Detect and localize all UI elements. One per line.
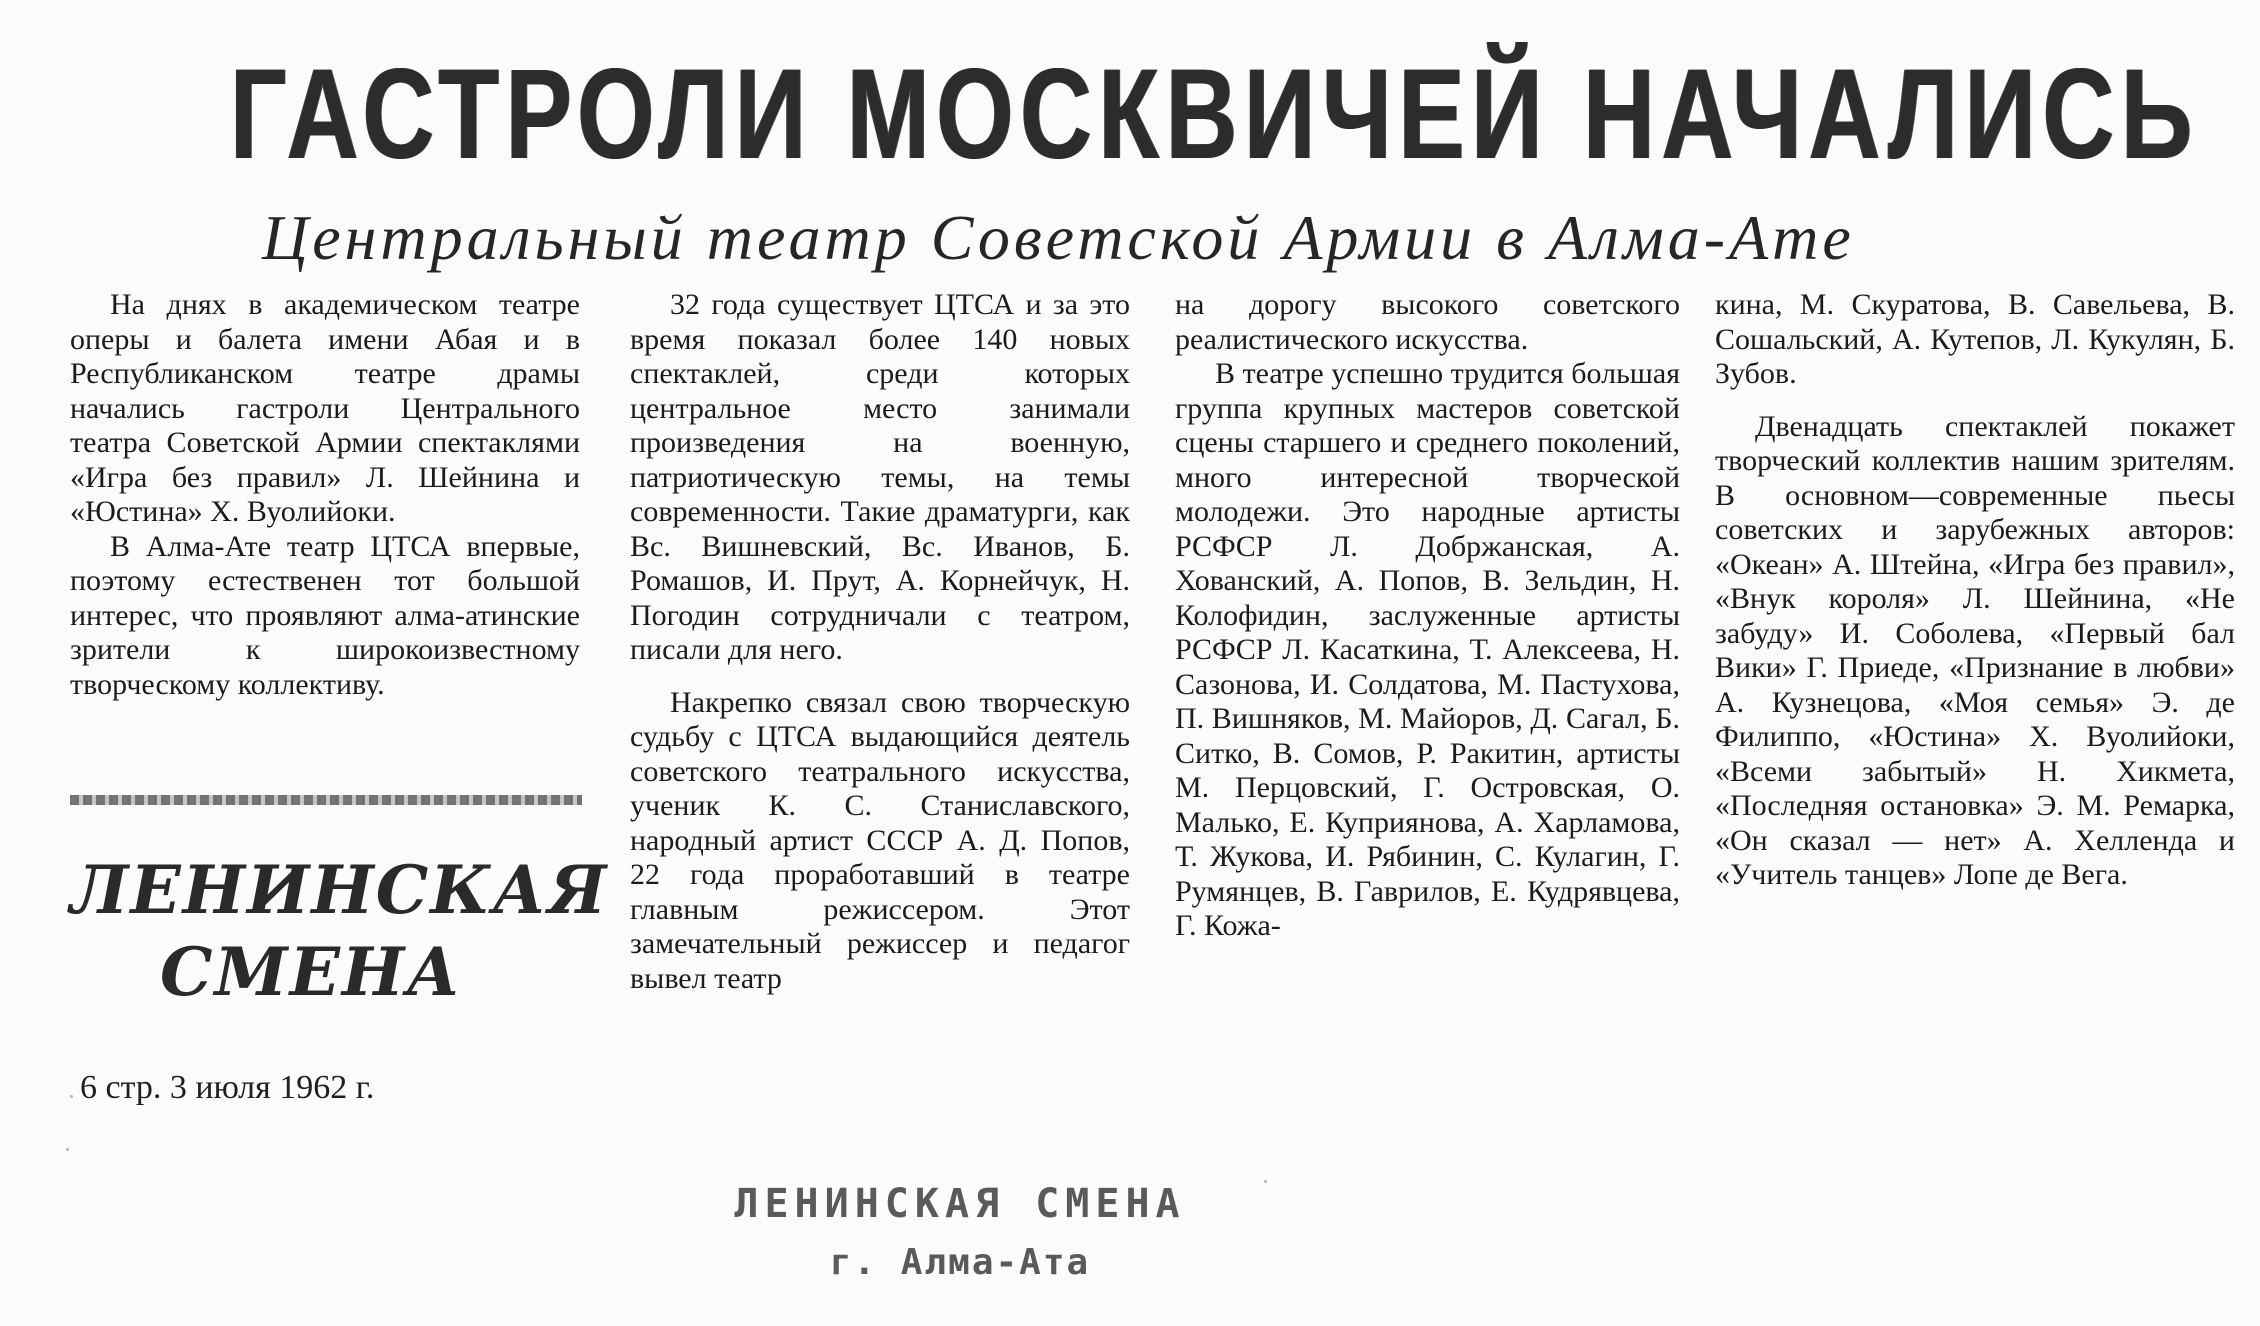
print-speck — [1264, 1180, 1267, 1183]
article-column-2 — [630, 288, 1130, 996]
column-4-paragraph-1: кина, М. Скуратова, В. Савельева, В. Сошальский, А. Кутепов, Л. Кукулян, Б. Зубов. — [1715, 288, 2235, 390]
dateline: 6 стр. 3 июля 1962 г. — [80, 1069, 375, 1106]
column-3-paragraph-1: на дорогу высокого советского реалистического искусства. — [1175, 288, 1680, 356]
ornamental-divider — [70, 795, 582, 805]
column-1-paragraph-2: В Алма-Ате театр ЦТСА впервые, поэтому естественен тот большой интерес, что проявляют алма-атинские зрители к широкоизвестному творческому коллективу. — [70, 529, 580, 701]
column-4-paragraph-2: Двенадцать спектаклей покажет творческий коллектив нашим зрителям. В основном—современные пьесы советских и зарубежных авторов: «Океан» А. Штейна, «Игра без правил», «Внук короля» Л. Шейнина, «Не забуду» И. Соболева, «Первый бал Вики» Г. Приеде, «Признание в любви» А. Кузнецова, «Моя семья» Э. де Филиппо, «Юстина» Х. Вуолийоки, «Всеми забытый» Н. Хикмета, «Последняя остановка» Э. М. Ремарка, «Он сказал — нет» А. Хелленда и «Учитель танцев» Лопе де Вега. — [1715, 409, 2235, 891]
masthead-line-1: ЛЕНИНСКАЯ — [70, 851, 609, 929]
print-speck — [70, 1095, 73, 1098]
stamp-line-2: г. Алма-Ата — [829, 1242, 1091, 1283]
library-stamp — [680, 1178, 1280, 1298]
masthead-logo — [70, 840, 609, 1040]
column-3-paragraph-2: В театре успешно трудится большая группа крупных мастеров советской сцены старшего и среднего поколений, много интересной творческой молодежи. Это народные артисты РСФСР Л. Добржанская, А. Хованский, А. Попов, В. Зельдин, Н. Колофидин, заслуженные артисты РСФСР Л. Касаткина, Т. Алексеева, Н. Сазонова, И. Солдатова, М. Пастухова, П. Вишняков, М. Майоров, Д. Сагал, Б. Ситко, В. Сомов, Р. Ракитин, артисты М. Перцовский, Г. Островская, О. Малько, Е. Куприянова, А. Харламова, Т. Жукова, И. Рябинин, С. Кулагин, Г. Румянцев, В. Гаврилов, Е. Кудрявцева, Г. Кожа- — [1175, 357, 1680, 942]
article-column-3 — [1175, 288, 1680, 944]
article-column-4 — [1715, 288, 2235, 893]
column-2-paragraph-2: Накрепко связал свою творческую судьбу с ЦТСА выдающийся деятель советского театрального искусства, ученик К. С. Станиславского, народный артист СССР А. Д. Попов, 22 года проработавший в театре главным режиссером. Этот замечательный режиссер и педагог вывел театр — [630, 685, 1130, 995]
article-column-1 — [70, 288, 580, 702]
column-1-paragraph-1: На днях в академическом театре оперы и балета имени Абая и в Республиканском театре драмы начались гастроли Центрального театра Советской Армии спектаклями «Игра без правил» Л. Шейнина и «Юстина» Х. Вуолийоки. — [70, 288, 580, 528]
subtitle: Центральный театр Советской Армии в Алма-Ате — [262, 202, 1855, 273]
stamp-line-1: ЛЕНИНСКАЯ СМЕНА — [734, 1181, 1186, 1227]
column-2-paragraph-1: 32 года существует ЦТСА и за это время показал более 140 новых спектаклей, среди которых центральное место занимали произведения на военную, патриотическую темы, на темы современности. Такие драматурги, как Вс. Вишневский, Вс. Иванов, Б. Ромашов, И. Прут, А. Корнейчук, Н. Погодин сотрудничали с театром, писали для него. — [630, 288, 1130, 666]
masthead-line-2: СМЕНА — [160, 933, 463, 1011]
print-speck — [66, 1148, 69, 1151]
headline: ГАСТРОЛИ МОСКВИЧЕЙ НАЧАЛИСЬ — [230, 43, 2199, 186]
